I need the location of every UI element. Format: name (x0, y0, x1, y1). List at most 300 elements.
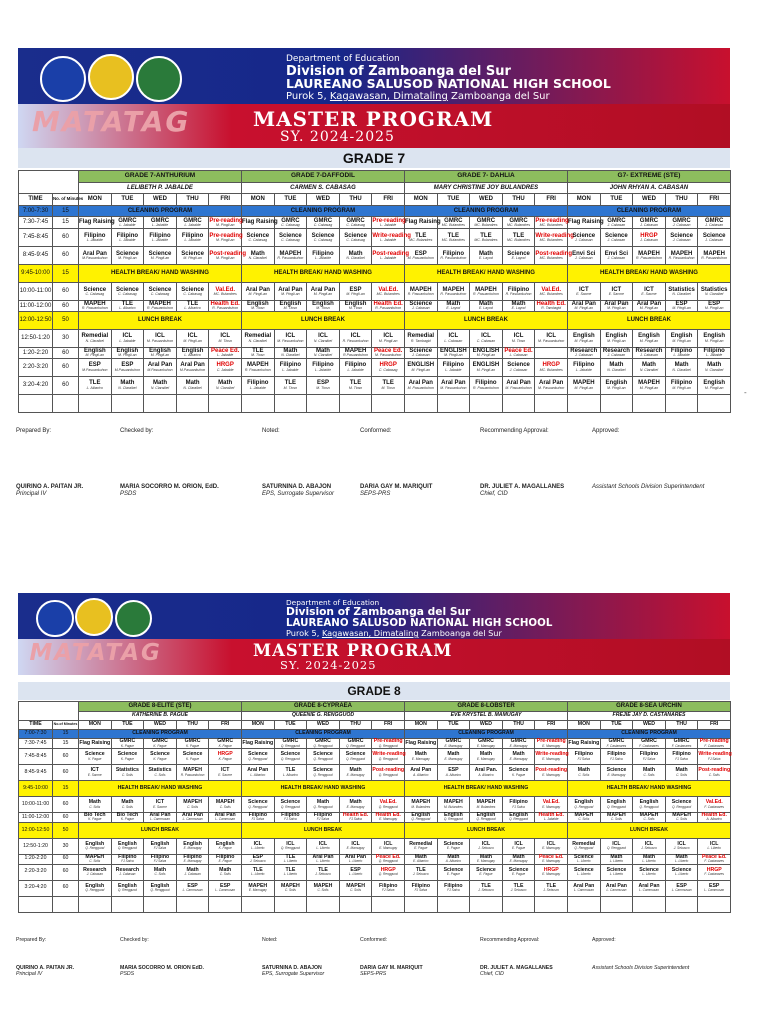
subject-name: English (509, 812, 528, 818)
teacher-name: M. Pingli-an (150, 255, 170, 260)
subject-name: TLE (252, 347, 264, 354)
teacher-name: L. Jabalde (673, 353, 690, 358)
teacher-name: J. Cabasan (86, 872, 103, 877)
teacher-name: A. Albarico (445, 772, 462, 777)
subject-name: Math (349, 799, 362, 806)
teacher-name: L. Liberto (251, 846, 265, 851)
teacher-name: J. Sebusco (412, 872, 429, 877)
teacher-name: R. Pasuankuhon (375, 306, 402, 311)
class-cell (470, 854, 503, 864)
class-cell (79, 880, 112, 896)
subject-name: GMRC (347, 738, 364, 745)
subject-name: Health Ed. (375, 812, 401, 818)
subject-name: Remedial (244, 333, 272, 340)
subject-name: Pre-reading (535, 217, 569, 224)
teacher-name: J. Cabasan (705, 237, 724, 242)
period-row (19, 347, 731, 358)
subject-name: Filipino (378, 882, 398, 889)
subject-name: ICT (578, 286, 589, 293)
subject-name: ESP (252, 853, 263, 860)
teacher-name: J. Cabasan (640, 222, 658, 227)
day-header: MON (79, 721, 112, 730)
class-cell (79, 765, 112, 781)
empty-cell (600, 896, 633, 912)
teacher-name: E. Layod (479, 306, 493, 311)
subject-name: Math (479, 853, 493, 860)
subject-name: Filipino (670, 380, 693, 387)
class-cell (600, 301, 633, 312)
teacher-name: L. Liberto (707, 846, 721, 851)
subject-name: GMRC (704, 217, 724, 224)
subject-name: MAPEH (639, 812, 659, 818)
class-cell (600, 376, 633, 394)
empty-cell (372, 896, 405, 912)
teacher-name: E. Mamugay (542, 804, 561, 809)
teacher-name: L. Liberto (348, 859, 363, 864)
section-name: GRADE 8-CYPRAEA (242, 702, 405, 712)
subject-name: GMRC (445, 738, 462, 745)
signatory-position: EPS, Surrogate Supervisor (262, 490, 335, 497)
subject-name: ESP (316, 380, 329, 387)
subject-name: GMRC (639, 217, 659, 224)
subject-name: Health Ed. (538, 812, 564, 818)
subject-name: GMRC (509, 217, 528, 224)
class-cell (209, 797, 242, 813)
signatory-position: Chief, CID (480, 970, 504, 977)
teacher-name: M. Tiosn (316, 306, 330, 311)
period-row (19, 838, 731, 854)
teacher-name: N. Claraibel (183, 385, 202, 390)
signatory-name: DR. JULIET A. MAGALLANES (480, 965, 553, 971)
subject-name: ESP (676, 882, 687, 889)
subject-name: MAPEH (83, 301, 106, 307)
class-cell (470, 813, 503, 823)
teacher-name: E. Sacme (153, 804, 167, 809)
class-cell (339, 376, 372, 394)
class-cell (404, 347, 437, 358)
subject-name: Science (443, 866, 464, 873)
period-time: 11:00-12:00 (19, 301, 53, 312)
teacher-name: FJ Salva (153, 846, 167, 851)
teacher-name: R. Pasuankuhon (636, 255, 662, 260)
teacher-name: C. Solis (284, 888, 296, 893)
class-cell (79, 301, 112, 312)
teacher-name: C. Cabasan (476, 338, 496, 343)
subject-name: Filipino (607, 751, 626, 758)
teacher-name: L. Albarico (184, 306, 201, 311)
teacher-name: J. Cabasan (574, 255, 593, 260)
class-cell (144, 749, 177, 765)
day-header: WED (470, 721, 503, 730)
class-cell (307, 797, 340, 813)
teacher-name: J. Cabasan (607, 255, 626, 260)
teacher-name: Q. Rengguod (248, 804, 268, 809)
period-time: 7:45-8:45 (19, 229, 53, 247)
class-cell (698, 797, 731, 813)
teacher-name: M.Pasuankuhon (82, 255, 108, 260)
class-cell (502, 813, 535, 823)
subject-name: Science (572, 232, 596, 239)
class-cell (144, 838, 177, 854)
teacher-name: R. Pasuankuhon (212, 306, 239, 311)
teacher-name: E. Mamugay (248, 888, 267, 893)
class-cell (242, 739, 275, 749)
subject-name: Filipino (150, 853, 170, 860)
period-minutes: 60 (53, 229, 79, 247)
teacher-name: J. Cabasan (640, 237, 658, 242)
class-cell (437, 880, 470, 896)
teacher-name: C. Cabasag (150, 291, 170, 296)
subject-name: MAPEH (442, 286, 465, 293)
margin-mark: - (744, 388, 747, 397)
class-cell (274, 283, 307, 301)
subject-name: TLE (513, 882, 524, 889)
class-cell (274, 765, 307, 781)
class-cell (79, 229, 112, 247)
subject-name: Filipino (344, 362, 367, 369)
teacher-name: A. Albarico (706, 817, 722, 822)
class-cell (176, 749, 209, 765)
subject-name: Science (84, 751, 105, 758)
teacher-name: L. Jabalde (184, 222, 201, 227)
class-cell (698, 347, 731, 358)
teacher-name: M. Pingli-an (444, 353, 463, 358)
empty-cell (698, 394, 731, 412)
class-cell (633, 739, 666, 749)
subject-name: English (444, 812, 463, 818)
class-cell (535, 749, 568, 765)
division-name: Division of Zamboanga del Sur (286, 604, 471, 618)
matatag-logo-text: MATATAG (29, 640, 162, 667)
break-label: LUNCH BREAK (79, 822, 242, 838)
class-cell (144, 739, 177, 749)
teacher-name: K. Pague (186, 756, 200, 761)
teacher-name: Q. Rengguod (280, 846, 300, 851)
bagong-pilipinas-seal (75, 598, 113, 636)
day-header: MON (404, 194, 437, 206)
subject-name: MAPEH (85, 853, 105, 860)
teacher-name: K. Pague (153, 743, 167, 748)
teacher-name: M. Pingli-an (672, 338, 691, 343)
subject-name: Filipino (247, 380, 269, 387)
teacher-name: M. Pingli-an (607, 385, 626, 390)
subject-name: Pre-reading (373, 738, 403, 745)
subject-name: Science (345, 751, 366, 758)
class-cell (274, 797, 307, 813)
subject-name: English (150, 840, 170, 847)
class-cell (665, 329, 698, 347)
subject-name: MAPEH (444, 799, 463, 806)
class-cell (339, 229, 372, 247)
class-cell (209, 749, 242, 765)
class-cell (404, 247, 437, 265)
section-name: G7- EXTREME (STE) (567, 171, 730, 183)
day-header: TUE (111, 194, 144, 206)
subject-name: Envi Sci (604, 250, 629, 257)
subject-name: Math (675, 853, 688, 860)
teacher-name: L. Jabalde (314, 255, 332, 260)
class-cell (404, 329, 437, 347)
subject-name: Science (606, 866, 627, 873)
school-address (286, 92, 550, 102)
subject-name: Health Ed. (342, 812, 369, 818)
teacher-name: J. Cabasan (574, 353, 593, 358)
day-header: WED (144, 721, 177, 730)
teacher-name: C. Solis (610, 817, 622, 822)
subject-name: Math (641, 362, 656, 369)
day-header: TUE (274, 721, 307, 730)
teacher-name: Q. Rengguod (313, 804, 333, 809)
teacher-name: C. Solis (219, 872, 231, 877)
teacher-name: L. Cammusan (573, 888, 594, 893)
class-cell (633, 838, 666, 854)
teacher-name: J. Cabasan (411, 353, 430, 358)
teacher-name: J. Cabasan (640, 353, 658, 358)
subject-name: Science (247, 751, 268, 758)
subject-name: Statistics (148, 767, 172, 774)
subject-name: Science (702, 232, 726, 239)
teacher-name: E. Mamugay (542, 756, 561, 761)
class-cell (274, 229, 307, 247)
day-header: FRI (535, 721, 568, 730)
class-cell (274, 301, 307, 312)
subject-name: Math (512, 751, 525, 758)
teacher-name: Q. Rengguod (85, 846, 105, 851)
break-label: HEALTH BREAK/ HAND WASHING (79, 265, 242, 283)
period-minutes: 60 (53, 283, 79, 301)
subject-name: Math (219, 866, 232, 873)
teacher-name: M. Tiosn (511, 338, 526, 343)
class-cell (209, 229, 242, 247)
subject-name: TLE (447, 232, 460, 239)
subject-name: MAPEH (281, 882, 300, 889)
teacher-name: Q. Rengguod (248, 756, 268, 761)
period-row (19, 329, 731, 347)
class-cell (535, 283, 568, 301)
subject-name: English (279, 301, 302, 307)
subject-name: ICL (448, 333, 459, 340)
period-minutes: 60 (53, 347, 79, 358)
teacher-name: L. Jabalde (151, 237, 169, 242)
empty-cell (404, 394, 437, 412)
section-name: GRADE 8-ELITE (STE) (79, 702, 242, 712)
day-header: TUE (274, 194, 307, 206)
subject-name: Science (150, 751, 170, 758)
class-cell (665, 813, 698, 823)
teacher-name: C. Cabasag (85, 291, 105, 296)
class-cell (79, 376, 112, 394)
break-row (19, 781, 731, 797)
class-cell (698, 864, 731, 880)
subject-name: Bio Tech (84, 812, 106, 818)
teacher-name: R. Pasuankuhon (407, 291, 434, 296)
signatory-label: Checked by: (120, 937, 149, 943)
day-header: THU (502, 721, 535, 730)
class-cell (698, 301, 731, 312)
teacher-name: J. Sebusco (315, 872, 331, 877)
empty-cell (437, 394, 470, 412)
subject-name: Aral Pan (410, 767, 432, 774)
subject-name: TLE (480, 232, 492, 239)
class-cell (698, 880, 731, 896)
grade-title: GRADE 7 (18, 148, 730, 168)
class-cell (144, 880, 177, 896)
period-row (19, 854, 731, 864)
subject-name: English (574, 799, 594, 806)
class-cell (470, 217, 503, 229)
subject-name: Aral Pan (278, 286, 303, 293)
teacher-name: L. Albarico (282, 772, 298, 777)
subject-name: ICL (318, 840, 328, 847)
class-cell (79, 283, 112, 301)
class-cell (437, 301, 470, 312)
period-row (19, 229, 731, 247)
class-cell (274, 880, 307, 896)
schedule-table (18, 170, 731, 413)
signatory (120, 484, 219, 497)
class-cell (372, 347, 405, 358)
subject-name: Statistics (115, 767, 139, 774)
teacher-name: L. Albarico (86, 385, 103, 390)
teacher-name: A. Albarico (413, 772, 429, 777)
empty-cell (633, 394, 666, 412)
subject-name: English (215, 840, 235, 847)
teacher-name: F. Castanares (704, 872, 724, 877)
class-cell (535, 880, 568, 896)
day-header: MON (79, 194, 112, 206)
subject-name: TLE (349, 380, 362, 387)
period-minutes: 60 (53, 854, 79, 864)
subject-name: Filipino (507, 286, 530, 293)
period-minutes: 15 (53, 730, 79, 739)
subject-name: Math (250, 250, 265, 257)
teacher-name: L. Liberto (316, 859, 330, 864)
break-label: LUNCH BREAK (405, 822, 568, 838)
teacher-name: M.Pasuankuhon (114, 367, 141, 372)
subject-name: ESP (350, 866, 361, 873)
subject-name: Science (181, 250, 204, 257)
subject-name: Math (218, 380, 233, 387)
class-cell (470, 797, 503, 813)
teacher-name: Q. Rengguod (509, 817, 529, 822)
class-cell (209, 880, 242, 896)
period-minutes: 60 (53, 376, 79, 394)
teacher-name: E. Mamugay (444, 743, 463, 748)
class-cell (470, 358, 503, 376)
teacher-name: L. Cammusan (215, 888, 236, 893)
class-cell (633, 229, 666, 247)
subject-name: HRGP (379, 362, 397, 369)
teacher-name: N. Claraibel (248, 338, 267, 343)
master-program-title: MASTER PROGRAM (253, 641, 453, 661)
class-cell (665, 749, 698, 765)
teacher-name: M. Pingli-an (215, 222, 235, 227)
signatory (262, 966, 324, 977)
empty-cell (176, 896, 209, 912)
class-cell (535, 358, 568, 376)
teacher-name: FJ Salva (708, 756, 721, 761)
teacher-name: R. Pasuankuhon (668, 255, 695, 260)
class-cell (242, 813, 275, 823)
class-cell (600, 749, 633, 765)
class-cell (176, 283, 209, 301)
class-cell (567, 283, 600, 301)
class-cell (405, 880, 438, 896)
teacher-name: C. Solis (350, 888, 362, 893)
class-cell (372, 864, 405, 880)
subject-name: TLE (512, 232, 525, 239)
empty-cell (535, 394, 568, 412)
subject-name: Science (574, 866, 594, 873)
teacher-name: M. Pingli-an (183, 255, 202, 260)
subject-name: Filipino (279, 362, 302, 369)
class-cell (600, 838, 633, 854)
signatory-name: DARIA GAY M. MARIQUIT (360, 965, 423, 971)
class-cell (274, 813, 307, 823)
class-cell (568, 864, 601, 880)
subject-name: Science (476, 866, 496, 873)
class-cell (307, 880, 340, 896)
empty-cell (241, 394, 274, 412)
class-cell (502, 765, 535, 781)
teacher-name: N. Claraibel (150, 385, 170, 390)
dept-name: Department of Education (286, 597, 380, 607)
empty-cell (633, 896, 666, 912)
subject-name: English (118, 840, 137, 847)
teacher-name: E. Mamugay (183, 859, 202, 864)
subject-name: English (476, 812, 496, 818)
day-header: FRI (372, 721, 405, 730)
empty-cell (274, 394, 307, 412)
day-header: FRI (698, 194, 731, 206)
day-header: MON (567, 194, 600, 206)
day-header: FRI (698, 721, 731, 730)
teacher-name: E. Pague (446, 846, 460, 851)
subject-name: Filipino (475, 380, 497, 387)
class-cell (698, 283, 731, 301)
subject-name: Filipino (116, 232, 139, 239)
class-cell (339, 765, 372, 781)
break-label: LUNCH BREAK (568, 822, 731, 838)
subject-name: Filipino (118, 853, 137, 860)
teacher-name: C. Solis (121, 772, 133, 777)
class-cell (437, 765, 470, 781)
period-minutes: 15 (53, 206, 79, 217)
teacher-name: R. Pasuankuhon (277, 255, 304, 260)
subject-name: Pre-reading (536, 738, 566, 745)
subject-name: Envi Sci (572, 250, 596, 257)
teacher-name: M. Tiosn (283, 385, 298, 390)
class-cell (242, 854, 275, 864)
class-cell (79, 749, 112, 765)
subject-name: Aral Pan (571, 301, 596, 307)
subject-name: Science (148, 286, 172, 293)
subject-name: English (411, 812, 431, 818)
teacher-name: Q. Rengguod (476, 817, 496, 822)
teacher-name: Q. Rengguod (378, 756, 398, 761)
time-header: TIME (19, 721, 53, 730)
teacher-name: FJ Salva (512, 804, 525, 809)
class-cell (241, 229, 274, 247)
signatory-label: Checked by: (120, 428, 154, 434)
class-cell (470, 749, 503, 765)
section-name: GRADE 8-LOBSTER (405, 702, 568, 712)
class-cell (176, 854, 209, 864)
subject-name: English (149, 347, 171, 354)
address-prefix: Purok 5, (286, 628, 322, 639)
class-cell (307, 376, 340, 394)
subject-name: Math (675, 767, 688, 774)
